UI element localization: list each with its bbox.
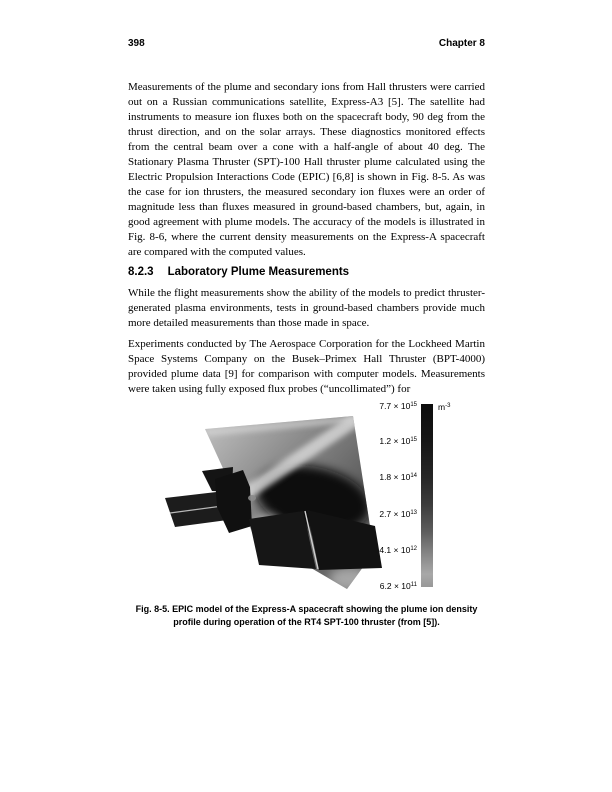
section-title: Laboratory Plume Measurements — [167, 266, 350, 278]
paragraph-flight-measurements: Measurements of the plume and secondary ions from Hall thrusters were carried out on a Russian communications satellite, Express-A3 [5]. The satellite had instruments to measure ion fluxes both on the spacecraft body, 90 deg from the thrust direction, and on the solar arrays. These diagnostics monitored effects from the central beam over a cone with a half-angle of about 40 deg. The Stationary Plasma Thruster (SPT)-100 Hall thruster plume calculated using the Electric Propulsion Interactions Code (EPIC) [6,8] is shown in Fig. 8-5. As was the case for ion thrusters, the measured secondary ion fluxes were an order of magnitude less than fluxes measured in ground-based chambers, but, again, in good agreement with plume models. The accuracy of the models is illustrated in Fig. 8-6, where the current density measurements on the Express-A spacecraft are compared with the computed values. — [128, 81, 485, 258]
colorbar-tick-label: $7.7 \times 10^{15}$ — [379, 401, 417, 411]
plane-bottom-tip-highlight — [329, 567, 369, 591]
colorbar-tick-label: $6.2 \times 10^{11}$ — [379, 581, 417, 591]
chapter-label: Chapter 8 — [438, 38, 485, 49]
spacecraft-plume-rendering — [153, 407, 385, 593]
figure-caption-line1: Fig. 8-5. EPIC model of the Express-A spacecraft showing the plume ion density — [135, 604, 478, 614]
page-content — [128, 80, 485, 629]
running-header — [128, 38, 485, 49]
solar-panel-bottom-right — [307, 510, 382, 570]
paragraph-ground-chambers: While the flight measurements show the ability of the models to predict thruster-generated plasma environments, tests in ground-based chambers provide much more detailed measurements than those made in space. — [128, 287, 485, 329]
spacecraft-body — [215, 470, 252, 533]
density-colorbar — [421, 404, 433, 587]
section-heading — [128, 266, 485, 278]
page-number: 398 — [128, 38, 145, 49]
colorbar-tick-label: $1.2 \times 10^{15}$ — [379, 436, 417, 446]
section-number: 8.2.3 — [128, 266, 154, 278]
paragraph-aerospace-experiments: Experiments conducted by The Aerospace Corporation for the Lockheed Martin Space Systems Company on the Busek–Primex Hall Thruster (BPT-4000) provided plume data [9] for comparison with computer models. Measurements were taken using fully exposed flux probes (“uncollimated”) for — [128, 338, 485, 395]
colorbar-unit: $m^{-3}$ — [438, 402, 451, 412]
colorbar-tick-label: $4.1 \times 10^{12}$ — [379, 545, 417, 555]
figure-caption — [128, 603, 485, 629]
figure-8-5 — [128, 403, 485, 598]
colorbar-tick-label: $1.8 \times 10^{14}$ — [379, 472, 417, 482]
colorbar-tick-label: $2.7 \times 10^{13}$ — [379, 509, 417, 519]
thruster-exit-glow — [248, 495, 256, 501]
figure-caption-line2: profile during operation of the RT4 SPT-100 thruster (from [5]). — [173, 617, 440, 627]
